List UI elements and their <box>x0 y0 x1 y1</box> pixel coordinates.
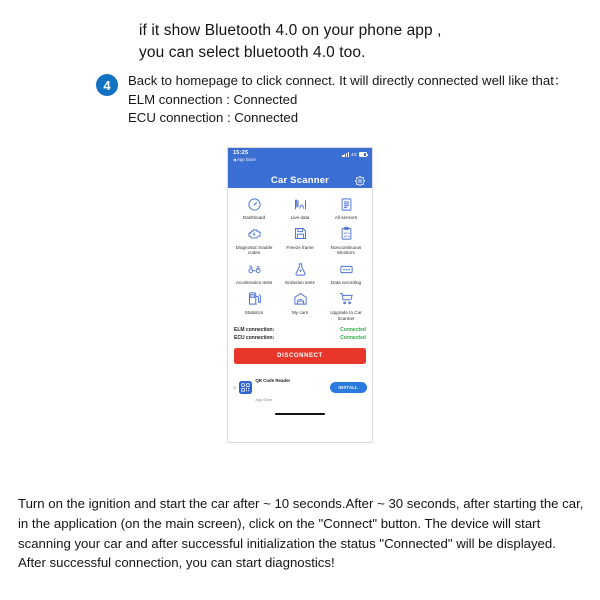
ad-banner[interactable] <box>233 368 367 406</box>
elm-connection-label: ELM connection: <box>234 327 275 334</box>
flask-icon <box>291 260 309 278</box>
tile-label: Diagnostic trouble codes <box>235 244 273 256</box>
tile-statistics[interactable] <box>231 290 277 321</box>
phone-header <box>228 148 372 188</box>
gear-icon[interactable] <box>355 176 365 186</box>
tile-upgrade-to-car-scanner[interactable] <box>323 290 369 321</box>
tile-data-recording[interactable] <box>323 260 369 286</box>
tile-label: Dashboard <box>242 215 266 220</box>
top-note-line-1: if it show Bluetooth 4.0 on your phone app , <box>139 22 442 39</box>
qr-code-icon <box>239 381 252 394</box>
elm-connection-status: Connected <box>340 327 366 334</box>
ecu-connection-row <box>234 335 366 343</box>
tile-emission-tests[interactable] <box>277 260 323 286</box>
document-list-icon <box>337 195 355 213</box>
ad-subtitle: App Store <box>255 398 273 403</box>
tile-label: Acceleration tests <box>235 280 273 286</box>
tile-label: Upgrade to Car Scanner <box>330 309 362 321</box>
phone-screenshot <box>227 147 373 443</box>
tile-label: Data recording <box>330 280 362 286</box>
tile-label: Statistics <box>244 309 264 315</box>
step-line-1: Back to homepage to click connect. It will directly connected well like that： <box>128 73 568 88</box>
status-back-to-app-store[interactable]: ◀ App Store <box>233 156 256 162</box>
tile-noncontinuous-monitors[interactable] <box>323 225 369 256</box>
gauge-icon <box>245 195 263 213</box>
top-note-line-2: you can select bluetooth 4.0 too. <box>139 44 366 62</box>
step-4-text <box>128 72 567 128</box>
tile-freeze-frame[interactable] <box>277 225 323 256</box>
floppy-disk-icon <box>291 225 309 243</box>
phone-nav-bar <box>228 175 372 186</box>
tile-label: Noncontinuous Monitors <box>330 244 362 256</box>
elm-connection-row <box>234 327 366 335</box>
tile-label: All sensors <box>334 215 358 220</box>
acceleration-icon <box>245 260 263 278</box>
step-line-3: ECU connection : Connected <box>128 110 299 126</box>
top-instruction-note <box>139 20 442 65</box>
shopping-cart-icon <box>337 290 355 308</box>
status-bar-right <box>342 150 367 157</box>
clipboard-check-icon <box>337 225 355 243</box>
waveform-icon <box>291 195 309 213</box>
disconnect-button[interactable]: DISCONNECT <box>234 348 366 364</box>
network-type-label: 4G <box>351 152 357 157</box>
engine-icon <box>245 225 263 243</box>
ad-title: QR Code Reader <box>255 377 291 383</box>
garage-icon <box>291 290 309 308</box>
status-bar-left <box>233 150 256 162</box>
step-line-2: ELM connection : Connected <box>128 91 298 107</box>
tile-label: Live data <box>290 215 310 220</box>
status-time: 15:25 <box>233 150 249 156</box>
app-title: Car Scanner <box>270 175 330 186</box>
signal-bars-icon <box>342 152 349 157</box>
tile-label: My cars <box>291 309 309 315</box>
tile-label: Freeze frame <box>286 244 314 250</box>
tile-acceleration-tests[interactable] <box>231 260 277 286</box>
home-indicator <box>275 413 325 415</box>
tile-all-sensors[interactable] <box>323 195 369 221</box>
tile-dashboard[interactable] <box>231 195 277 221</box>
tile-diagnostic-trouble-codes[interactable] <box>231 225 277 256</box>
data-recording-icon <box>337 260 355 278</box>
connection-status-list <box>228 323 372 343</box>
fuel-pump-icon <box>245 290 263 308</box>
install-button[interactable]: INSTALL <box>330 382 367 393</box>
tile-live-data[interactable] <box>277 195 323 221</box>
status-bar <box>228 148 372 162</box>
close-icon[interactable]: ✕ <box>233 384 237 390</box>
ecu-connection-status: Connected <box>340 335 366 342</box>
tile-label: Emission tests <box>285 280 315 286</box>
bottom-instruction-note: Turn on the ignition and start the car after ~ 10 seconds.After ~ 30 seconds, after starting the car, in the application (on the main screen), click on the "Connect" button. The device will start scanning your car and after successful initialization the status "Connected" will be displayed. After successful connection, you can start diagnostics! <box>18 496 584 571</box>
step-number-badge: 4 <box>96 74 118 96</box>
ad-text-group <box>255 368 326 406</box>
feature-grid <box>228 188 372 323</box>
ecu-connection-label: ECU connection: <box>234 335 275 342</box>
tile-my-cars[interactable] <box>277 290 323 321</box>
battery-icon <box>359 152 367 156</box>
